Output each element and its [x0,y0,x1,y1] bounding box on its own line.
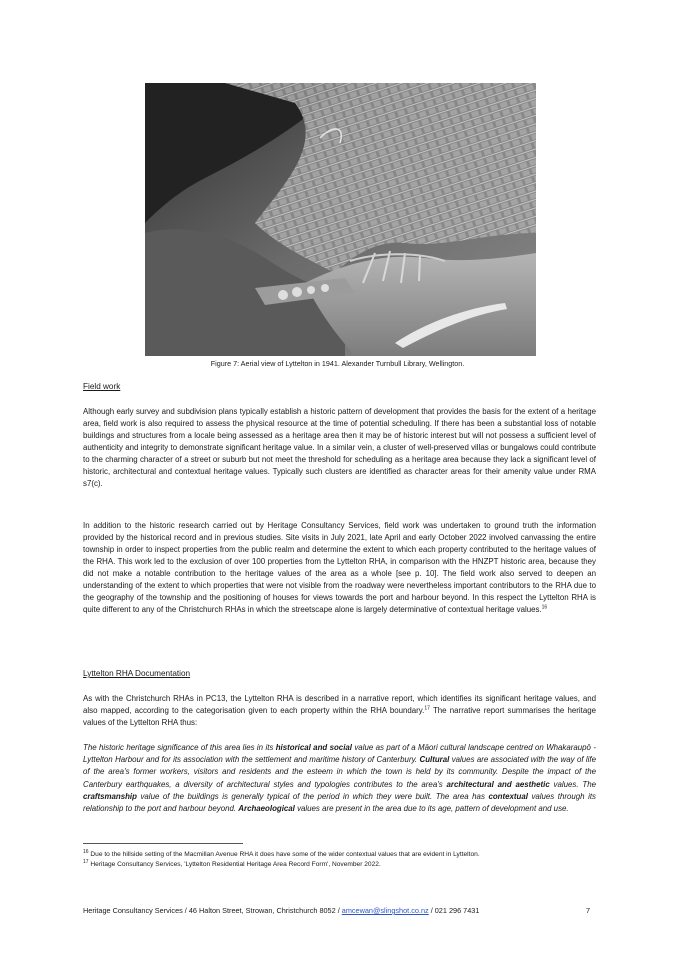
aerial-photo-image [145,83,536,356]
aerial-photo [145,83,536,356]
quote-text: values are associated with the way of life of the area's former workers, visitors and residents and the esteem in which the town is held by its community. Despite the impact of the Canterbury earthquakes, a diversity of architectural styles and typologies contributes to the area's [83,755,596,789]
footnote-ref-16[interactable]: 16 [541,604,548,611]
quote-emphasis: Cultural [419,755,450,765]
page-footer [83,906,479,916]
footnote-16-number: 16 [83,848,89,855]
quote-emphasis: historical and social [275,743,352,752]
quote-emphasis: architectural and aesthetic [446,779,550,789]
footnote-17-text: Heritage Consultancy Services, 'Lyttelton Residential Heritage Area Record Form', November 2022. [88,861,381,868]
paragraph-field-work-2 [83,520,596,616]
footer-address: Heritage Consultancy Services / 46 Halton Street, Strowan, Christchurch 8052 / [83,906,342,915]
quote-text: values through its relationship to the port and harbour beyond. [83,791,596,814]
footer-phone: / 021 296 7431 [428,906,480,915]
quote-text: The historic heritage significance of this area lies in its [83,743,276,752]
page-number: 7 [586,906,591,915]
quote-text: value as part of a Māori cultural landscape centred on Whakaraupō - Lyttelton Harbour and for its association with the settlement and maritime history of Canterbury. [83,743,596,765]
figure-caption: Figure 7: Aerial view of Lyttelton in 1941. Alexander Turnbull Library, Wellington. [210,359,465,368]
paragraph-field-work-1: Although early survey and subdivision plans typically establish a historic pattern of development that provides the basis for the extent of a heritage area, field work is also required to assess the physical resource at the time of potential scheduling. If there has been a substantial loss of notable buildings and structures from a locale being assessed as a heritage area then it may be of historic interest but will not possess a sufficient level of authenticity and integrity to demonstrate significant heritage value. In a similar vein, a cluster of well-preserved villas or bungalows could contribute to the charming character of a street or suburb but not meet the threshold for scheduling as a heritage area because they lack a significant level of historic, architectural and contextual heritage values. Typically such clusters are identified as character areas for their amenity value under RMA s7(c). [83,407,596,488]
quote-text: values. The [549,779,596,789]
footnote-divider [83,843,243,844]
quote-text: values are present in the area due to its age, pattern of development and use. [294,804,569,814]
footnote-16 [83,850,603,860]
footnote-17-number: 17 [83,858,89,865]
paragraph-field-work-2-text: In addition to the historic research carried out by Heritage Consultancy Services, field work was undertaken to ground truth the information provided by the historical record and in previous studies. Site visits in July 2021, late April and early October 2022 involved canvassing the entire township in order to inspect properties from the public realm and determine the extent to which each property contributed to the heritage values of the RHA. This work led to the exclusion of over 100 properties from the Lyttelton RHA, in comparison with the HNZPT historic area, because they did not make a notable contribution to the heritage values of the area as a whole [see p. 10]. The field work also served to deepen an understanding of the extent to which properties that were not visible from the roadway were nevertheless important contributors to the RHA due to the geography of the township and the positioning of houses for views towards the port and harbour beyond. In this respect the Lyttelton RHA is quite different to any of the Christchurch RHAs in which the streetscape alone is largely determinative of contextual heritage values. [83,521,596,614]
footnote-16-text: Due to the hillside setting of the Macmillan Avenue RHA it does have some of the wider contextual values that are evident in Lyttelton. [88,851,480,858]
quote-emphasis: craftsmanship [83,791,137,801]
footer-email-link[interactable]: amcewan@slingshot.co.nz [341,906,429,915]
quote-emphasis: contextual [488,791,528,801]
section-heading-documentation: Lyttelton RHA Documentation [83,669,191,678]
section-heading-field-work: Field work [83,382,121,391]
quote-emphasis: Archaeological [238,804,295,814]
paragraph-documentation [83,693,596,729]
footnote-17 [83,860,603,870]
heritage-values-quote [83,742,596,815]
paragraph-documentation-tail: The narrative report summarises the heritage values of the Lyttelton RHA thus: [83,706,596,727]
quote-text: value of the buildings is generally typical of the period in which they were built. The area has [136,791,489,801]
paragraph-documentation-text: As with the Christchurch RHAs in PC13, the Lyttelton RHA is described in a narrative report, which identifies its significant heritage values, and also mapped, according to the categorisation given to each property within the RHA boundary. [83,694,596,715]
footnote-ref-17[interactable]: 17 [424,705,430,712]
